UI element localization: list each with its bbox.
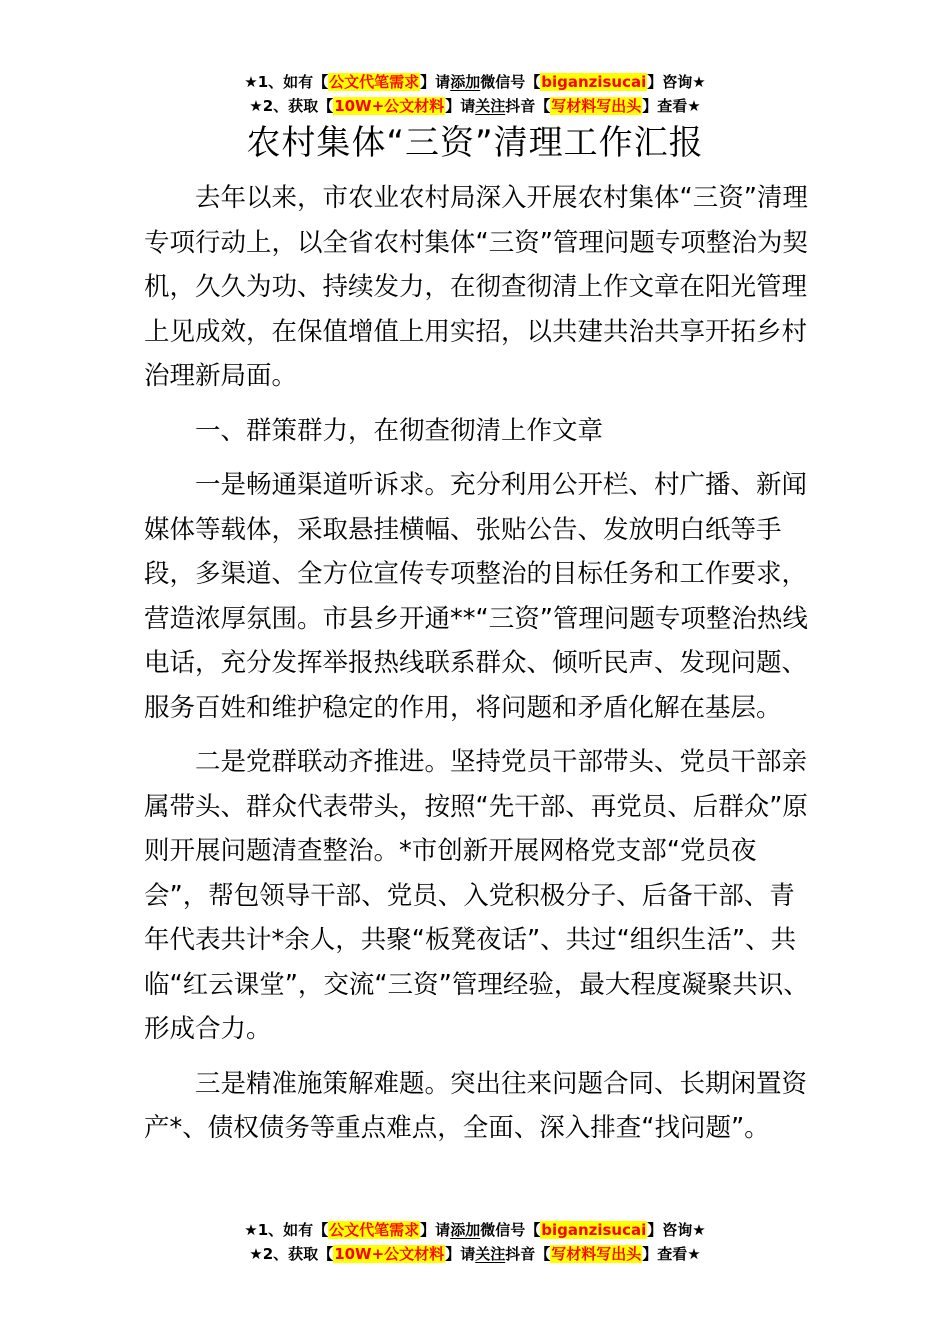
promo-text: 】请 xyxy=(420,73,451,91)
document-title: 农村集体“三资”清理工作汇报 xyxy=(246,123,704,163)
promo-text: 】请 xyxy=(445,97,476,115)
promo-line-2 xyxy=(0,94,950,118)
promo-text: ★1、如有【 xyxy=(244,73,329,91)
promo-text: 】咨询★ xyxy=(647,73,706,91)
promo-text: ★2、获取【 xyxy=(249,1245,334,1263)
promo-highlight: 10W+公文材料 xyxy=(334,1245,445,1263)
promo-text: 】查看★ xyxy=(642,97,701,115)
promo-text: 微信号【 xyxy=(480,1221,541,1239)
promo-text: 】查看★ xyxy=(642,1245,701,1263)
promo-underlined: 关注 xyxy=(475,1245,506,1263)
promo-highlight-wechat: biganzisucai xyxy=(541,73,647,91)
paragraph-intro: 去年以来，市农业农村局深入开展农村集体“三资”清理专项行动上，以全省农村集体“三资”管理问题专项整治为契机，久久为功、持续发力，在彻查彻清上作文章在阳光管理上见成效，在保值增值上用实招，以共建共治共享开拓乡村治理新局面。 xyxy=(144,183,808,391)
promo-highlight-douyin: 写材料写出头 xyxy=(551,97,642,115)
promo-text: 】请 xyxy=(420,1221,451,1239)
promo-line-1 xyxy=(0,1218,950,1242)
promo-text: 微信号【 xyxy=(480,73,541,91)
document-body xyxy=(144,176,816,1161)
promo-text: ★1、如有【 xyxy=(244,1221,329,1239)
promo-underlined: 添加 xyxy=(450,1221,481,1239)
promo-text: 抖音【 xyxy=(505,1245,551,1263)
promo-underlined: 关注 xyxy=(475,97,506,115)
promo-text: 】咨询★ xyxy=(647,1221,706,1239)
paragraph-item-3: 三是精准施策解难题。突出往来问题合同、长期闲置资产*、债权债务等重点难点，全面、深入排查“找问题”。 xyxy=(144,1068,808,1143)
promo-highlight: 公文代笔需求 xyxy=(329,1221,420,1239)
promo-line-2 xyxy=(0,1242,950,1266)
paragraph-item-1: 一是畅通渠道听诉求。充分利用公开栏、村广播、新闻媒体等载体，采取悬挂横幅、张贴公告、发放明白纸等手段，多渠道、全方位宣传专项整治的目标任务和工作要求，营造浓厚氛围。市县乡开通**“三资”管理问题专项整治热线电话，充分发挥举报热线联系群众、倾听民声、发现问题、服务百姓和维护稳定的作用，将问题和矛盾化解在基层。 xyxy=(144,470,808,723)
promo-text: ★2、获取【 xyxy=(249,97,334,115)
promo-text: 】请 xyxy=(445,1245,476,1263)
promo-underlined: 添加 xyxy=(450,73,481,91)
section-heading-1: 一、群策群力，在彻查彻清上作文章 xyxy=(195,415,604,446)
promo-line-1 xyxy=(0,70,950,94)
promo-highlight: 公文代笔需求 xyxy=(329,73,420,91)
promo-banner-top xyxy=(0,70,950,118)
promo-highlight-wechat: biganzisucai xyxy=(541,1221,647,1239)
promo-highlight: 10W+公文材料 xyxy=(334,97,445,115)
promo-highlight-douyin: 写材料写出头 xyxy=(551,1245,642,1263)
promo-text: 抖音【 xyxy=(505,97,551,115)
paragraph-item-2: 二是党群联动齐推进。坚持党员干部带头、党员干部亲属带头、群众代表带头，按照“先干部、再党员、后群众”原则开展问题清查整治。*市创新开展网格党支部“党员夜会”，帮包领导干部、党员、入党积极分子、后备干部、青年代表共计*余人，共聚“板凳夜话”、共过“组织生活”、共临“红云课堂”，交流“三资”管理经验，最大程度凝聚共识、形成合力。 xyxy=(144,747,809,1044)
promo-banner-bottom xyxy=(0,1218,950,1266)
